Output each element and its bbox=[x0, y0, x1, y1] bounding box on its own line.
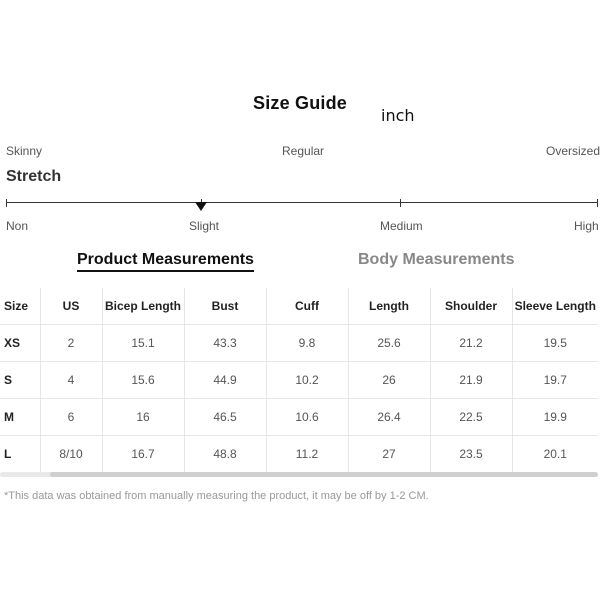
page-title: Size Guide bbox=[252, 93, 348, 113]
column-header-cuff: Cuff bbox=[266, 288, 348, 325]
table-cell: XS bbox=[0, 325, 40, 362]
table-cell: 10.6 bbox=[266, 399, 348, 436]
table-cell: 21.2 bbox=[430, 325, 512, 362]
stretch-tick bbox=[400, 199, 401, 207]
tab-body-measurements[interactable]: Body Measurements bbox=[358, 251, 515, 268]
column-header-bicep-length: Bicep Length bbox=[102, 288, 184, 325]
table-cell: 15.1 bbox=[102, 325, 184, 362]
stretch-level-medium: Medium bbox=[380, 219, 423, 233]
column-header-sleeve-length: Sleeve Length bbox=[512, 288, 598, 325]
stretch-tick bbox=[6, 199, 7, 207]
stretch-label: Stretch bbox=[6, 168, 62, 185]
table-cell: 6 bbox=[40, 399, 102, 436]
table-cell: 43.3 bbox=[184, 325, 266, 362]
stretch-level-high: High bbox=[574, 219, 599, 233]
table-cell: S bbox=[0, 362, 40, 399]
measurement-footnote: *This data was obtained from manually measuring the product, it may be off by 1-2 CM. bbox=[4, 490, 429, 502]
column-header-size: Size bbox=[0, 288, 40, 325]
table-cell: 16 bbox=[102, 399, 184, 436]
scrollbar-thumb[interactable] bbox=[50, 472, 598, 477]
stretch-marker-icon bbox=[195, 202, 207, 211]
table-row bbox=[0, 436, 598, 473]
table-cell: 10.2 bbox=[266, 362, 348, 399]
fit-label-regular: Regular bbox=[282, 144, 325, 158]
stretch-level-slight: Slight bbox=[189, 219, 220, 233]
table-cell: 46.5 bbox=[184, 399, 266, 436]
table-row bbox=[0, 325, 598, 362]
table-cell: 4 bbox=[40, 362, 102, 399]
table-cell: 22.5 bbox=[430, 399, 512, 436]
stretch-level-non: Non bbox=[6, 219, 29, 233]
table-cell: 25.6 bbox=[348, 325, 430, 362]
table-cell: M bbox=[0, 399, 40, 436]
column-header-length: Length bbox=[348, 288, 430, 325]
column-header-shoulder: Shoulder bbox=[430, 288, 512, 325]
table-cell: L bbox=[0, 436, 40, 473]
fit-label-skinny: Skinny bbox=[6, 144, 43, 158]
unit-label[interactable]: inch bbox=[381, 106, 415, 125]
table-cell: 26.4 bbox=[348, 399, 430, 436]
table-cell: 16.7 bbox=[102, 436, 184, 473]
table-cell: 44.9 bbox=[184, 362, 266, 399]
stretch-scale-line bbox=[6, 202, 598, 203]
table-row bbox=[0, 399, 598, 436]
table-header-row bbox=[0, 288, 598, 325]
table-cell: 19.7 bbox=[512, 362, 598, 399]
table-cell: 23.5 bbox=[430, 436, 512, 473]
tab-product-measurements[interactable]: Product Measurements bbox=[77, 251, 254, 272]
fit-label-oversized: Oversized bbox=[546, 144, 600, 158]
fit-scale-row bbox=[0, 140, 600, 158]
table-cell: 21.9 bbox=[430, 362, 512, 399]
horizontal-scrollbar[interactable] bbox=[0, 472, 598, 477]
table-cell: 26 bbox=[348, 362, 430, 399]
size-table bbox=[0, 288, 598, 472]
column-header-us: US bbox=[40, 288, 102, 325]
table-cell: 15.6 bbox=[102, 362, 184, 399]
table-cell: 19.5 bbox=[512, 325, 598, 362]
table-cell: 11.2 bbox=[266, 436, 348, 473]
table-cell: 20.1 bbox=[543, 447, 567, 461]
column-header-bust: Bust bbox=[184, 288, 266, 325]
table-cell: 8/10 bbox=[40, 436, 102, 473]
table-cell: 27 bbox=[348, 436, 430, 473]
table-cell: 2 bbox=[40, 325, 102, 362]
table-row bbox=[0, 362, 598, 399]
table-cell: 9.8 bbox=[266, 325, 348, 362]
table-cell: 19.9 bbox=[512, 399, 598, 436]
stretch-tick bbox=[597, 199, 598, 207]
table-cell: 48.8 bbox=[184, 436, 266, 473]
